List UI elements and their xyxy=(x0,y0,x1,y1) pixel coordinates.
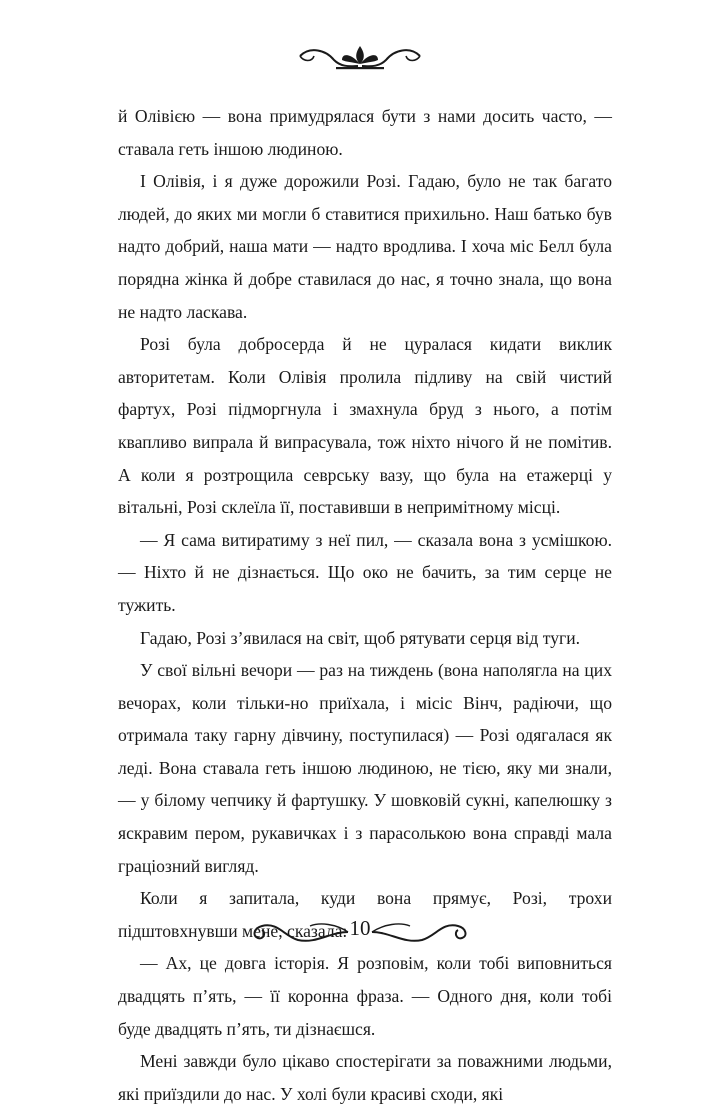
paragraph: І Олівія, і я дуже дорожили Розі. Гадаю, було не так багато людей, до яких ми могли б ставитися прихильно. Наш батько був надто добрий, наша мати — надто вродлива. І хоча міс Белл була порядна жінка й добре ставилася до нас, я точно знала, що вона не надто ласкава. xyxy=(118,171,612,322)
paragraph: — Ах, це довга історія. Я розповім, коли тобі виповниться двадцять п’ять, — її коронна фраза. — Одного дня, коли тобі буде двадцять п’ять, ти дізнаєшся. xyxy=(118,953,612,1039)
page-footer xyxy=(0,912,720,952)
paragraph: й Олівією — вона примудрялася бути з нами досить часто, — ставала геть іншою людиною. xyxy=(118,106,612,159)
body-text xyxy=(118,100,612,1110)
paragraph: У свої вільні вечори — раз на тиждень (вона наполягла на цих вечорах, коли тільки-но приїхала, і місіс Вінч, радіючи, що отримала таку гарну дівчину, поступилася) — Розі одягалася як леді. Вона ставала геть іншою людиною, не тією, яку ми знали, — у білому чепчику й фартушку. У шовковій сукні, капелюшку з яскравим пером, рукавичках і з парасолькою вона справді мала граціозний вигляд. xyxy=(118,660,612,876)
footer-right-ornament-icon xyxy=(370,914,470,950)
top-ornament-icon xyxy=(296,40,424,74)
paragraph: Мені завжди було цікаво спостерігати за поважними людьми, які приїздили до нас. У холі були красиві сходи, які xyxy=(118,1051,612,1104)
paragraph: Коли я запитала, куди вона прямує, Розі, трохи підштовхнувши мене, сказала: xyxy=(118,888,612,941)
page-number: 10 xyxy=(349,916,371,940)
paragraph: Гадаю, Розі з’явилася на світ, щоб рятувати серця від туги. xyxy=(140,627,581,648)
paragraph: Розі була добросерда й не цуралася кидати виклик авторитетам. Коли Олівія пролила підливу на свій чистий фартух, Розі підморгнула і змахнула бруд з нього, а потім квапливо випрала й випрасувала, тож ніхто нічого й не помітив. А коли я розтрощила севрську вазу, що була на етажерці у вітальні, Розі склеїла її, поставивши в непримітному місці. xyxy=(118,334,612,518)
paragraph: — Я сама витиратиму з неї пил, — сказала вона з усмішкою. — Ніхто й не дізнається. Що око не бачить, за тим серце не тужить. xyxy=(118,529,612,615)
footer-left-ornament-icon xyxy=(250,914,350,950)
